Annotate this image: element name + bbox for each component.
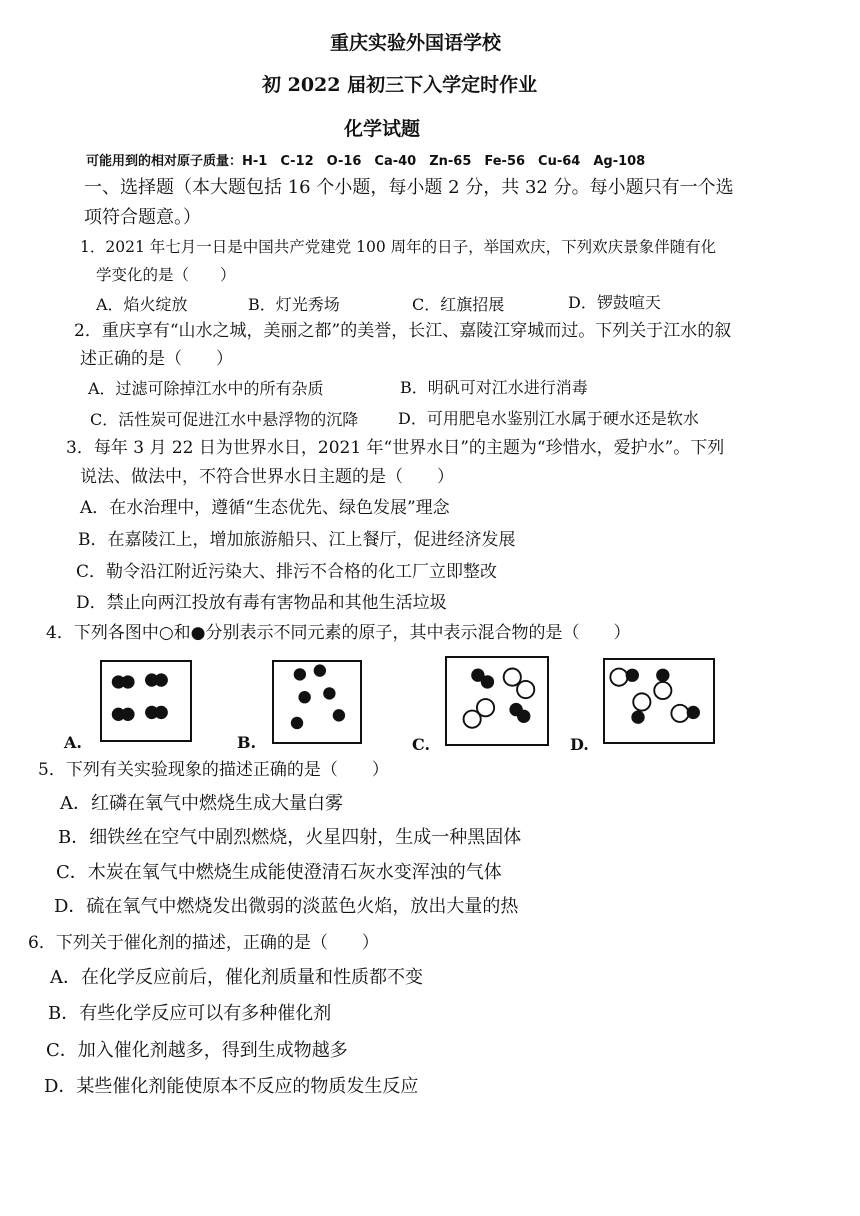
q4-diagram-a-atoms <box>102 662 190 740</box>
q3-option-a: A．在水治理中，遵循“生态优先、绿色发展”理念 <box>80 498 450 518</box>
q3-stem-line1: 3．每年 3 月 22 日为世界水日，2021 年“世界水日”的主题为“珍惜水，爱护水”。下列 <box>66 438 725 458</box>
q4-diagram-d-atoms <box>605 660 713 742</box>
q5-option-b: B．细铁丝在空气中剧烈燃烧，火星四射，生成一种黑固体 <box>58 827 522 848</box>
q2-option-a: A．过滤可除掉江水中的所有杂质 <box>88 379 324 398</box>
q4-diagram-b-atoms <box>274 662 360 742</box>
q4-diagram-b <box>272 660 362 744</box>
q1-stem-line2: 学变化的是（ ） <box>96 266 236 284</box>
q1-option-a: A．焰火绽放 <box>96 295 188 314</box>
q2-stem-line1: 2．重庆享有“山水之城，美丽之都”的美誉，长江、嘉陵江穿城而过。下列关于江水的叙 <box>74 321 732 341</box>
atomic-mass-line: 可能用到的相对原子质量：H-1 C-12 O-16 Ca-40 Zn-65 Fe-56 Cu-64 Ag-108 <box>86 154 646 169</box>
q4-label-a: A. <box>64 733 82 752</box>
q4-diagram-c-atoms <box>447 658 547 744</box>
exam-title: 初 2022 届初三下入学定时作业 <box>262 74 538 96</box>
subject-title: 化学试题 <box>344 118 421 140</box>
q4-diagram-a <box>100 660 192 742</box>
q5-stem: 5．下列有关实验现象的描述正确的是（ ） <box>38 760 389 780</box>
q2-option-d: D．可用肥皂水鉴别江水属于硬水还是软水 <box>398 409 699 428</box>
q6-option-a: A．在化学反应前后，催化剂质量和性质都不变 <box>50 967 423 988</box>
q1-option-c: C．红旗招展 <box>412 295 505 314</box>
q4-label-c: C. <box>412 735 431 754</box>
section1-line1: 一、选择题（本大题包括 16 个小题，每小题 2 分，共 32 分。每小题只有一个选 <box>84 177 734 198</box>
section1-line2: 项符合题意。） <box>84 207 201 228</box>
q4-label-b: B. <box>237 733 257 752</box>
q6-option-c: C．加入催化剂越多，得到生成物越多 <box>46 1040 348 1061</box>
q3-option-c: C．勒令沿江附近污染大、排污不合格的化工厂立即整改 <box>76 562 498 582</box>
q6-option-b: B．有些化学反应可以有多种催化剂 <box>48 1003 332 1024</box>
q2-option-c: C．活性炭可促进江水中悬浮物的沉降 <box>90 410 359 429</box>
q6-option-d: D．某些催化剂能使原本不反应的物质发生反应 <box>44 1076 419 1097</box>
q3-option-d: D．禁止向两江投放有毒有害物品和其他生活垃圾 <box>76 593 447 613</box>
q4-diagram-d <box>603 658 715 744</box>
q1-option-b: B．灯光秀场 <box>248 295 340 314</box>
q5-option-d: D．硫在氧气中燃烧发出微弱的淡蓝色火焰，放出大量的热 <box>54 896 519 917</box>
q3-stem-line2: 说法、做法中，不符合世界水日主题的是（ ） <box>80 467 454 487</box>
q4-label-d: D. <box>570 735 589 754</box>
q4-diagram-c <box>445 656 549 746</box>
q3-option-b: B．在嘉陵江上，增加旅游船只、江上餐厅，促进经济发展 <box>78 530 516 550</box>
q1-stem-line1: 1．2021 年七月一日是中国共产党建党 100 周年的日子，举国欢庆，下列欢庆景象伴随有化 <box>80 238 717 256</box>
q5-option-c: C．木炭在氧气中燃烧生成能使澄清石灰水变浑浊的气体 <box>56 862 502 883</box>
q5-option-a: A．红磷在氧气中燃烧生成大量白雾 <box>60 793 343 814</box>
school-name: 重庆实验外国语学校 <box>330 32 502 54</box>
q2-stem-line2: 述正确的是（ ） <box>80 349 233 369</box>
q6-stem: 6．下列关于催化剂的描述，正确的是（ ） <box>28 933 379 953</box>
q1-option-d: D．锣鼓喧天 <box>568 293 661 312</box>
q4-stem: 4．下列各图中○和●分别表示不同元素的原子，其中表示混合物的是（ ） <box>46 623 631 643</box>
q2-option-b: B．明矾可对江水进行消毒 <box>400 378 588 397</box>
